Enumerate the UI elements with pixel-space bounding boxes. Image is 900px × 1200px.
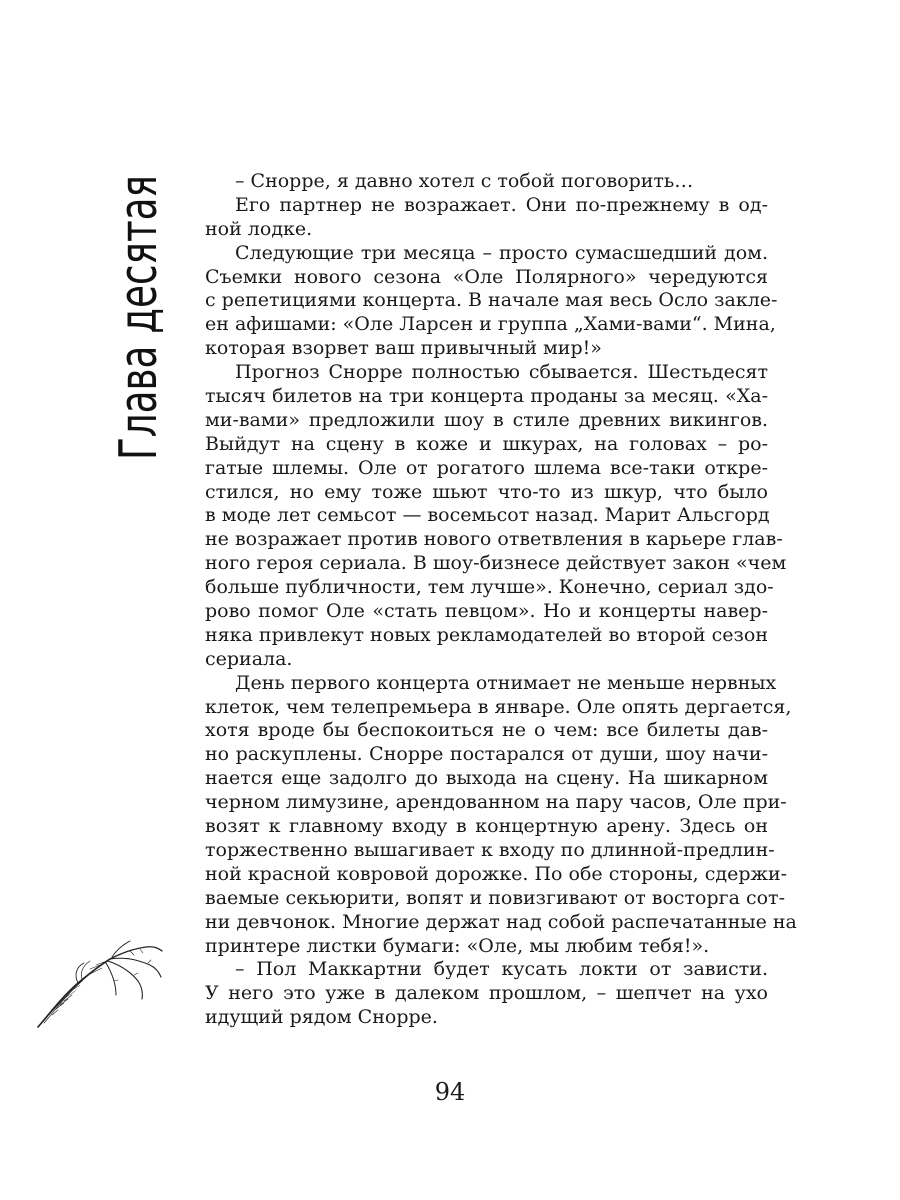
text-line: няка привлекут новых рекламодателей во второй сезон [205, 623, 768, 646]
text-line: гатые шлемы. Оле от рогатого шлема все-таки откре- [205, 456, 768, 479]
text-line: ен афишами: «Оле Ларсен и группа „Хами-вами“. Мина, [205, 313, 776, 336]
chapter-title [98, 170, 178, 470]
text-line: Выйдут на сцену в коже и шкурах, на головах – ро- [205, 432, 768, 455]
text-line: возят к главному входу в концертную арену. Здесь он [205, 815, 768, 838]
body-text [205, 170, 797, 1030]
text-line: ного героя сериала. В шоу-бизнесе действует закон «чем [205, 552, 787, 575]
text-line: ваемые секьюрити, вопят и повизгивают от восторга сот- [205, 886, 785, 909]
text-line: черном лимузине, арендованном на пару часов, Оле при- [205, 791, 787, 814]
text-line: идущий рядом Снорре. [205, 1006, 438, 1029]
chapter-title-text: Глава десятая [109, 170, 169, 460]
text-line: в моде лет семьсот — восемьсот назад. Марит Альсгорд [205, 504, 770, 527]
text-line: ни девчонок. Многие держат над собой распечатанные на [205, 910, 797, 933]
text-line: хотя вроде бы беспокоиться не о чем: все билеты дав- [205, 719, 768, 742]
text-line: с репетициями концерта. В начале мая весь Осло закле- [205, 289, 778, 312]
text-line: нается еще задолго до выхода на сцену. На шикарном [205, 767, 768, 790]
text-line: Прогноз Снорре полностью сбывается. Шестьдесят [235, 361, 768, 384]
text-line: – Пол Маккартни будет кусать локти от зависти. [235, 958, 768, 981]
page-number: 94 [434, 1078, 466, 1106]
text-line: Следующие три месяца – просто сумасшедший дом. [235, 241, 768, 264]
text-line: которая взорвет ваш привычный мир!» [205, 337, 602, 360]
text-line: ной лодке. [205, 217, 313, 240]
text-line: Его партнер не возражает. Они по-прежнему в од- [235, 193, 768, 216]
ink-sketch-illustration [30, 935, 165, 1030]
text-line: не возражает против нового ответвления в карьере глав- [205, 528, 783, 551]
text-line: тысяч билетов на три концерта проданы за месяц. «Ха- [205, 385, 768, 408]
text-line: рово помог Оле «стать певцом». Но и концерты навер- [205, 600, 768, 623]
text-line: торжественно вышагивает к входу по длинной-предлин- [205, 838, 775, 861]
text-line: – Снорре, я давно хотел с тобой поговорить… [235, 170, 694, 192]
text-line: ми-вами» предложили шоу в стиле древних викингов. [205, 408, 768, 431]
text-line: больше публичности, тем лучше». Конечно, сериал здо- [205, 576, 774, 599]
text-line: У него это уже в далеком прошлом, – шепчет на ухо [205, 982, 768, 1005]
text-line: стился, но ему тоже шьют что-то из шкур, что было [205, 480, 768, 503]
text-line: но раскуплены. Снорре постарался от души, шоу начи- [205, 743, 768, 766]
text-line: Съемки нового сезона «Оле Полярного» чередуются [205, 265, 768, 288]
text-line: День первого концерта отнимает не меньше нервных [235, 671, 777, 694]
text-line: принтере листки бумаги: «Оле, мы любим тебя!». [205, 934, 710, 957]
text-line: клеток, чем телепремьера в январе. Оле опять дергается, [205, 695, 792, 718]
text-line: ной красной ковровой дорожке. По обе стороны, сдержи- [205, 862, 788, 885]
text-line: сериала. [205, 647, 293, 670]
